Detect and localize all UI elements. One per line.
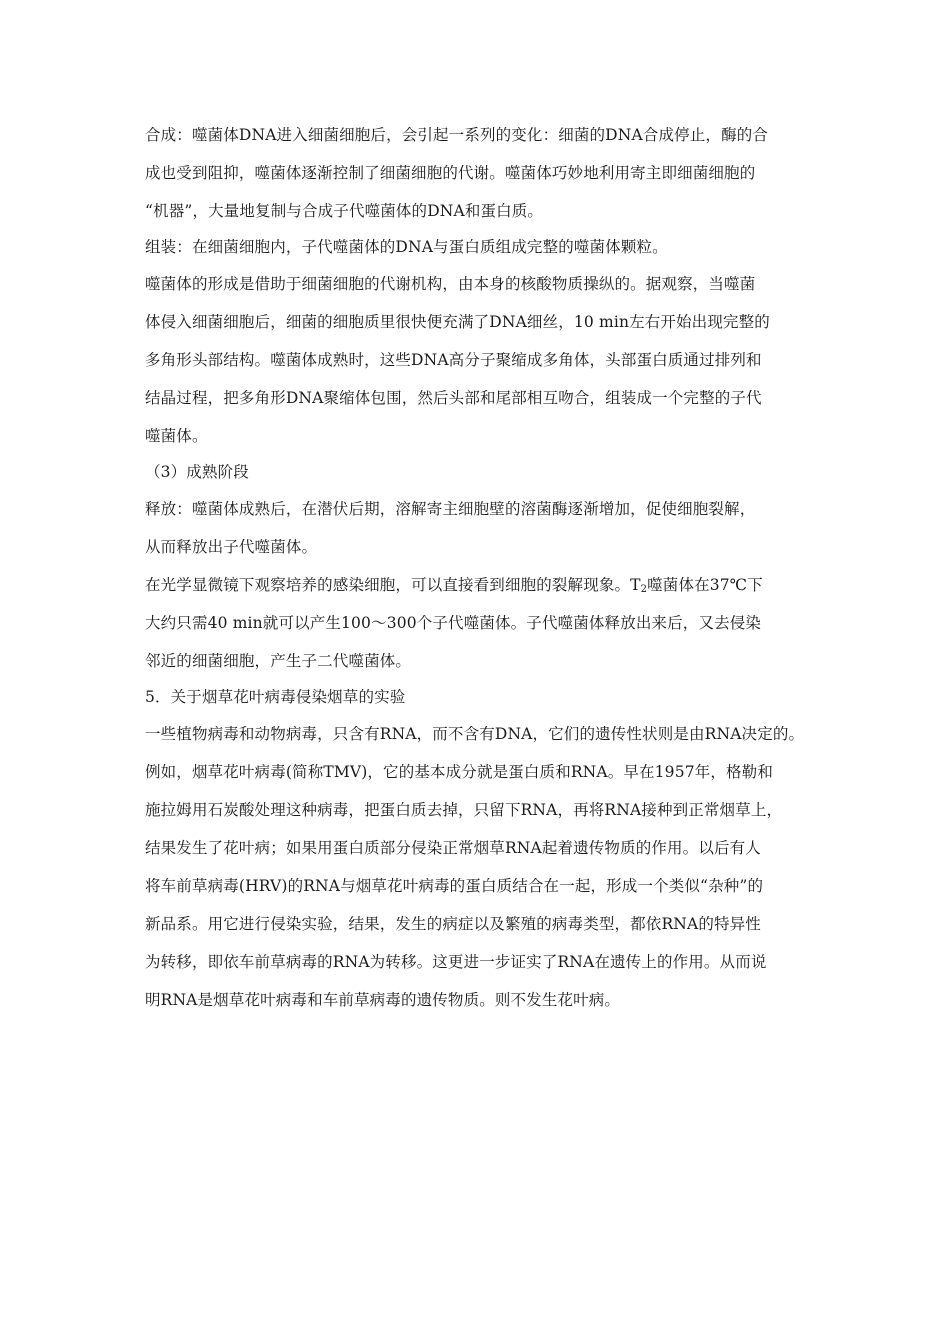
text-line: 多角形头部结构。噬菌体成熟时，这些DNA高分子聚缩成多角体，头部蛋白质通过排列和 <box>145 351 762 369</box>
text-line: 为转移，即依车前草病毒的RNA为转移。这更进一步证实了RNA在遗传上的作用。从而说 <box>145 953 767 971</box>
text-line: 噬菌体。 <box>145 427 208 445</box>
text-line: 一些植物病毒和动物病毒，只含有RNA，而不含有DNA，它们的遗传性状则是由RNA决定的。 <box>145 725 805 743</box>
text-line: 体侵入细菌细胞后，细菌的细胞质里很快便充满了DNA细丝，10 min左右开始出现完整的 <box>145 313 770 331</box>
text-line: 成也受到阻抑，噬菌体逐渐控制了细菌细胞的代谢。噬菌体巧妙地利用寄主即细菌细胞的 <box>145 164 756 182</box>
document-body <box>145 116 825 1019</box>
text-line: 例如，烟草花叶病毒(简称TMV)，它的基本成分就是蛋白质和RNA。早在1957年，格勒和 <box>145 763 773 781</box>
text-line: 施拉姆用石炭酸处理这种病毒，把蛋白质去掉，只留下RNA，再将RNA接种到正常烟草上， <box>145 801 783 819</box>
text-line: 明RNA是烟草花叶病毒和车前草病毒的遗传物质。则不发生花叶病。 <box>145 991 621 1009</box>
section-heading: （3）成熟阶段 <box>145 463 249 481</box>
subscript: 2 <box>640 584 648 595</box>
text-line: 大约只需40 min就可以产生100～300个子代噬菌体。子代噬菌体释放出来后，又去侵染 <box>145 614 762 632</box>
text-segment: 噬菌体在37℃下 <box>647 576 763 594</box>
text-line: 结果发生了花叶病；如果用蛋白质部分侵染正常烟草RNA起着遗传物质的作用。以后有人 <box>145 839 761 857</box>
text-line: 结晶过程，把多角形DNA聚缩体包围，然后头部和尾部相互吻合，组装成一个完整的子代 <box>145 389 762 407</box>
text-line: 邻近的细菌细胞，产生子二代噬菌体。 <box>145 652 412 670</box>
text-line: 将车前草病毒(HRV)的RNA与烟草花叶病毒的蛋白质结合在一起，形成一个类似“杂种”的 <box>145 877 764 895</box>
text-line <box>145 566 825 604</box>
text-line: 新品系。用它进行侵染实验，结果，发生的病症以及繁殖的病毒类型，都依RNA的特异性 <box>145 915 761 933</box>
text-line: 合成：噬菌体DNA进入细菌细胞后，会引起一系列的变化：细菌的DNA合成停止，酶的合 <box>145 126 769 144</box>
section-heading: 5．关于烟草花叶病毒侵染烟草的实验 <box>145 688 406 706</box>
text-line: 组装：在细菌细胞内，子代噬菌体的DNA与蛋白质组成完整的噬菌体颗粒。 <box>145 238 668 256</box>
text-line: 从而释放出子代噬菌体。 <box>145 538 318 556</box>
text-line: 噬菌体的形成是借助于细菌细胞的代谢机构，由本身的核酸物质操纵的。据观察，当噬菌 <box>145 275 756 293</box>
text-line: “机器”，大量地复制与合成子代噬菌体的DNA和蛋白质。 <box>145 202 544 220</box>
text-line: 释放：噬菌体成熟后，在潜伏后期，溶解寄主细胞壁的溶菌酶逐渐增加，促使细胞裂解， <box>145 500 756 518</box>
text-segment: 在光学显微镜下观察培养的感染细胞，可以直接看到细胞的裂解现象。T <box>145 576 641 594</box>
